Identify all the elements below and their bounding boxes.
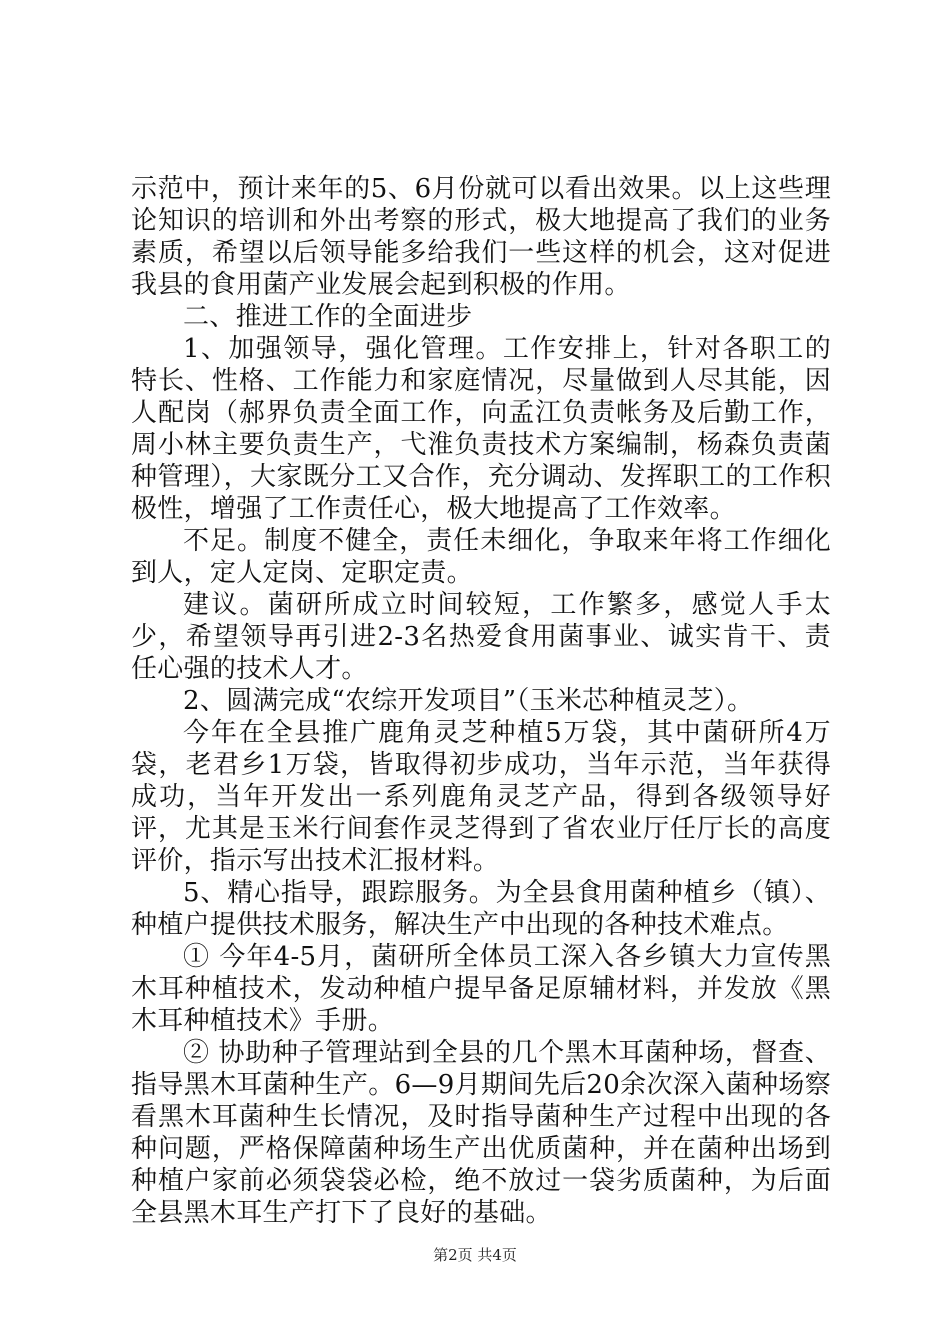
paragraph-lingzhi-results: 今年在全县推广鹿角灵芝种植5万袋，其中菌研所4万袋，老君乡1万袋，皆取得初步成功，当年示范，当年获得成功，当年开发出一系列鹿角灵芝产品，得到各级领导好评，尤其是玉米行间套作灵芝得到了省农业厅任厅长的高度评价，指示写出技术汇报材料。 bbox=[131, 718, 831, 876]
paragraph-shortcomings: 不足。制度不健全，责任未细化，争取来年将工作细化到人，定人定岗、定职定责。 bbox=[131, 526, 831, 588]
paragraph-item-1: ① 今年4-5月，菌研所全体员工深入各乡镇大力宣传黑木耳种植技术，发动种植户提早备足原辅材料，并发放《黑木耳种植技术》手册。 bbox=[131, 942, 831, 1036]
paragraph-suggestions: 建议。菌研所成立时间较短，工作繁多，感觉人手太少，希望领导再引进2-3名热爱食用菌事业、诚实肯干、责任心强的技术人才。 bbox=[131, 590, 831, 684]
paragraph-project-heading: 2、圆满完成“农综开发项目”（玉米芯种植灵芝）。 bbox=[183, 686, 754, 716]
paragraph-intro-continuation: 示范中，预计来年的5、6月份就可以看出效果。以上这些理论知识的培训和外出考察的形式，极大地提高了我们的业务素质，希望以后领导能多给我们一些这样的机会，这对促进我县的食用菌产业发展会起到积极的作用。 bbox=[131, 174, 831, 300]
page-number: 第2页 共4页 bbox=[433, 1246, 517, 1264]
paragraph-leadership: 1、加强领导，强化管理。工作安排上，针对各职工的特长、性格、工作能力和家庭情况，尽量做到人尽其能，因人配岗（郝界负责全面工作，向孟江负责帐务及后勤工作，周小林主要负责生产，弋淮负责技术方案编制，杨森负责菌种管理），大家既分工又合作，充分调动、发挥职工的工作积极性，增强了工作责任心，极大地提高了工作效率。 bbox=[131, 334, 831, 524]
paragraph-item-2: ② 协助种子管理站到全县的几个黑木耳菌种场，督查、指导黑木耳菌种生产。6—9月期间先后20余次深入菌种场察看黑木耳菌种生长情况，及时指导菌种生产过程中出现的各种问题，严格保障菌种场生产出优质菌种，并在菌种出场到种植户家前必须袋袋必检，绝不放过一袋劣质菌种，为后面全县黑木耳生产打下了良好的基础。 bbox=[131, 1038, 831, 1228]
paragraph-guidance: 5、精心指导，跟踪服务。为全县食用菌种植乡（镇）、种植户提供技术服务，解决生产中出现的各种技术难点。 bbox=[131, 878, 831, 940]
section-heading-progress: 二、推进工作的全面进步 bbox=[183, 302, 473, 332]
document-body bbox=[131, 173, 831, 1229]
page-footer bbox=[0, 1245, 950, 1265]
